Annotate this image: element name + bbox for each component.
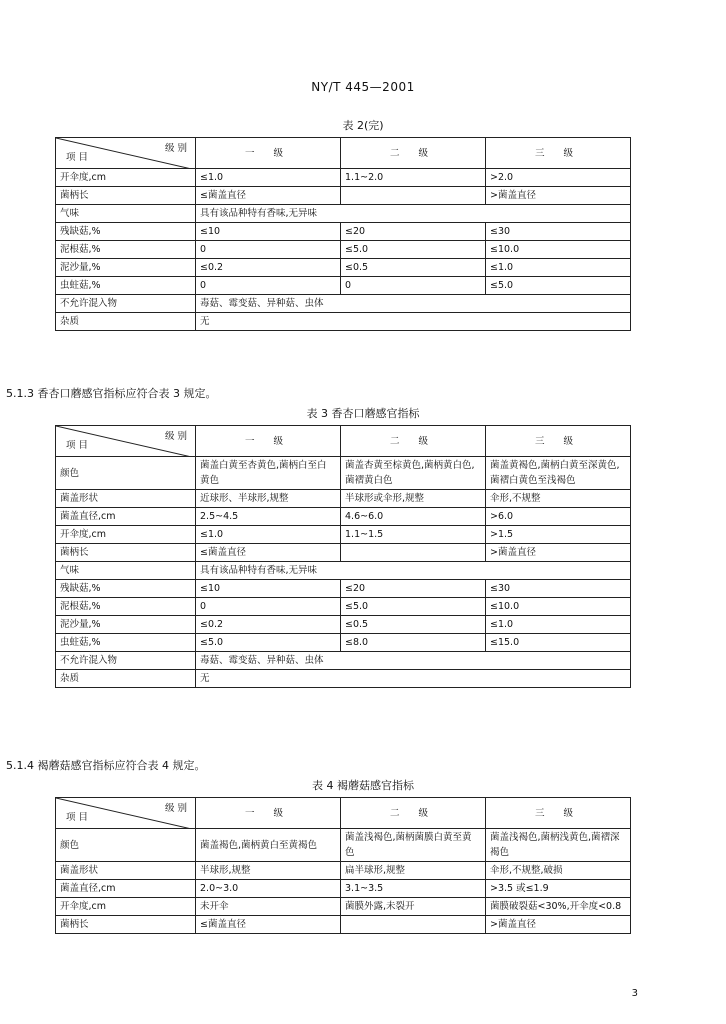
row-label: 菌盖直径,cm [56,880,196,898]
row-label: 菌柄长 [56,916,196,934]
table-row [56,490,631,508]
table-cell: 0 [196,277,341,295]
row-label: 菌盖直径,cm [56,508,196,526]
corner-cell [56,426,196,457]
table-cell: ≤15.0 [486,634,631,652]
corner-grade-label: 级 别 [164,803,187,814]
row-label: 不允许混入物 [56,295,196,313]
table-row [56,205,631,223]
table-cell: 菌盖浅褐色,菌柄菌膜白黄至黄色 [341,829,486,862]
corner-grade-label: 级 别 [164,431,187,442]
table-cell: >菌盖直径 [486,916,631,934]
row-label: 开伞度,cm [56,898,196,916]
table-cell: >2.0 [486,169,631,187]
table-row [56,187,631,205]
table-row [56,223,631,241]
table-cell: ≤10.0 [486,598,631,616]
table-cell: 毒菇、霉变菇、异种菇、虫体 [196,652,631,670]
table-cell: >1.5 [486,526,631,544]
table3 [55,425,631,688]
table-cell: ≤0.5 [341,616,486,634]
table-row [56,508,631,526]
table-cell: 1.1~1.5 [341,526,486,544]
clause-5-1-3: 5.1.3 香杏口蘑感官指标应符合表 3 规定。 [6,387,217,400]
table-row [56,526,631,544]
table-cell: 无 [196,313,631,331]
table-cell: 0 [196,598,341,616]
corner-item-label: 项 目 [66,812,89,823]
header-row [56,426,631,457]
table-row [56,916,631,934]
table-cell: ≤10 [196,580,341,598]
corner-cell [56,798,196,829]
table-cell: 0 [341,277,486,295]
table-cell: 毒菇、霉变菇、异种菇、虫体 [196,295,631,313]
table-cell: 2.5~4.5 [196,508,341,526]
table-cell: 2.0~3.0 [196,880,341,898]
corner-grade-label: 级 别 [164,143,187,154]
table-cell: >菌盖直径 [486,187,631,205]
row-label: 菌盖形状 [56,862,196,880]
table-cell: 近球形、半球形,规整 [196,490,341,508]
table-cell: 具有该品种特有香味,无异味 [196,562,631,580]
table-row [56,652,631,670]
row-label: 气味 [56,205,196,223]
table-row [56,634,631,652]
standard-code-header: NY/T 445—2001 [311,80,415,94]
grade-header: 三 级 [486,138,631,169]
row-label: 虫蛀菇,% [56,277,196,295]
table-cell: ≤10.0 [486,241,631,259]
table-cell: ≤0.5 [341,259,486,277]
grade-header: 三 级 [486,426,631,457]
grade-header: 一 级 [196,138,341,169]
corner-cell [56,138,196,169]
table-cell: ≤0.2 [196,616,341,634]
table-cell: ≤菌盖直径 [196,187,341,205]
table-cell: ≤5.0 [341,598,486,616]
row-label: 残缺菇,% [56,580,196,598]
table-cell: 3.1~3.5 [341,880,486,898]
table-row [56,598,631,616]
row-label: 虫蛀菇,% [56,634,196,652]
table-cell: 半球形或伞形,规整 [341,490,486,508]
row-label: 杂质 [56,670,196,688]
grade-header: 三 级 [486,798,631,829]
table-cell: 伞形,不规整,破损 [486,862,631,880]
row-label: 开伞度,cm [56,169,196,187]
table3-caption: 表 3 香杏口蘑感官指标 [306,407,420,420]
corner-item-label: 项 目 [66,152,89,163]
row-label: 杂质 [56,313,196,331]
row-label: 菌柄长 [56,187,196,205]
table-row [56,295,631,313]
row-label: 泥根菇,% [56,241,196,259]
table-cell: ≤20 [341,580,486,598]
row-label: 菌柄长 [56,544,196,562]
table4-caption: 表 4 褐蘑菇感官指标 [312,779,414,792]
table-row [56,562,631,580]
grade-header: 一 级 [196,798,341,829]
corner-item-label: 项 目 [66,440,89,451]
table-row [56,544,631,562]
table2-caption: 表 2(完) [342,119,384,132]
table2 [55,137,631,331]
table-row [56,829,631,862]
clause-5-1-4: 5.1.4 褐蘑菇感官指标应符合表 4 规定。 [6,759,206,772]
table-cell: 具有该品种特有香味,无异味 [196,205,631,223]
table-cell [341,187,486,205]
table-cell: ≤5.0 [486,277,631,295]
table-cell: 菌盖浅褐色,菌柄浅黄色,菌褶深褐色 [486,829,631,862]
table-row [56,277,631,295]
header-row [56,798,631,829]
table-cell: ≤1.0 [486,259,631,277]
row-label: 泥沙量,% [56,616,196,634]
table-cell: 1.1~2.0 [341,169,486,187]
table-row [56,862,631,880]
row-label: 不允许混入物 [56,652,196,670]
grade-header: 二 级 [341,426,486,457]
table-cell: ≤1.0 [196,169,341,187]
table-cell: 4.6~6.0 [341,508,486,526]
table-cell: 未开伞 [196,898,341,916]
table-cell: ≤5.0 [341,241,486,259]
table-cell: 半球形,规整 [196,862,341,880]
table-cell: ≤菌盖直径 [196,916,341,934]
table-cell: 菌盖杏黄至棕黄色,菌柄黄白色,菌褶黄白色 [341,457,486,490]
table-row [56,169,631,187]
table-cell: ≤1.0 [486,616,631,634]
table-cell: ≤10 [196,223,341,241]
table-row [56,259,631,277]
row-label: 菌盖形状 [56,490,196,508]
table-row [56,898,631,916]
table-cell: ≤1.0 [196,526,341,544]
table-cell: 伞形,不规整 [486,490,631,508]
table-cell [341,916,486,934]
table-cell [341,544,486,562]
table-cell: ≤8.0 [341,634,486,652]
row-label: 泥根菇,% [56,598,196,616]
row-label: 泥沙量,% [56,259,196,277]
table-cell: 扁半球形,规整 [341,862,486,880]
table-row [56,616,631,634]
table-cell: ≤20 [341,223,486,241]
row-label: 颜色 [56,457,196,490]
table-row [56,457,631,490]
page-number: 3 [631,988,638,999]
table-row [56,241,631,259]
row-label: 气味 [56,562,196,580]
table-cell: 菌盖黄褐色,菌柄白黄至深黄色,菌褶白黄色至浅褐色 [486,457,631,490]
table-cell: ≤5.0 [196,634,341,652]
table-cell: 0 [196,241,341,259]
table-row [56,880,631,898]
table-cell: >3.5 或≤1.9 [486,880,631,898]
table-cell: ≤30 [486,580,631,598]
table-cell: >6.0 [486,508,631,526]
table-cell: 无 [196,670,631,688]
table-cell: 菌盖褐色,菌柄黄白至黄褐色 [196,829,341,862]
table-row [56,313,631,331]
table-cell: >菌盖直径 [486,544,631,562]
grade-header: 一 级 [196,426,341,457]
grade-header: 二 级 [341,798,486,829]
table-row [56,580,631,598]
header-row [56,138,631,169]
table-cell: ≤菌盖直径 [196,544,341,562]
table-row [56,670,631,688]
row-label: 颜色 [56,829,196,862]
grade-header: 二 级 [341,138,486,169]
table-cell: ≤0.2 [196,259,341,277]
table-cell: 菌膜破裂菇<30%,开伞度<0.8 [486,898,631,916]
row-label: 开伞度,cm [56,526,196,544]
table4 [55,797,631,934]
table-cell: 菌膜外露,未裂开 [341,898,486,916]
table-cell: 菌盖白黄至杏黄色,菌柄白至白黄色 [196,457,341,490]
table-cell: ≤30 [486,223,631,241]
row-label: 残缺菇,% [56,223,196,241]
